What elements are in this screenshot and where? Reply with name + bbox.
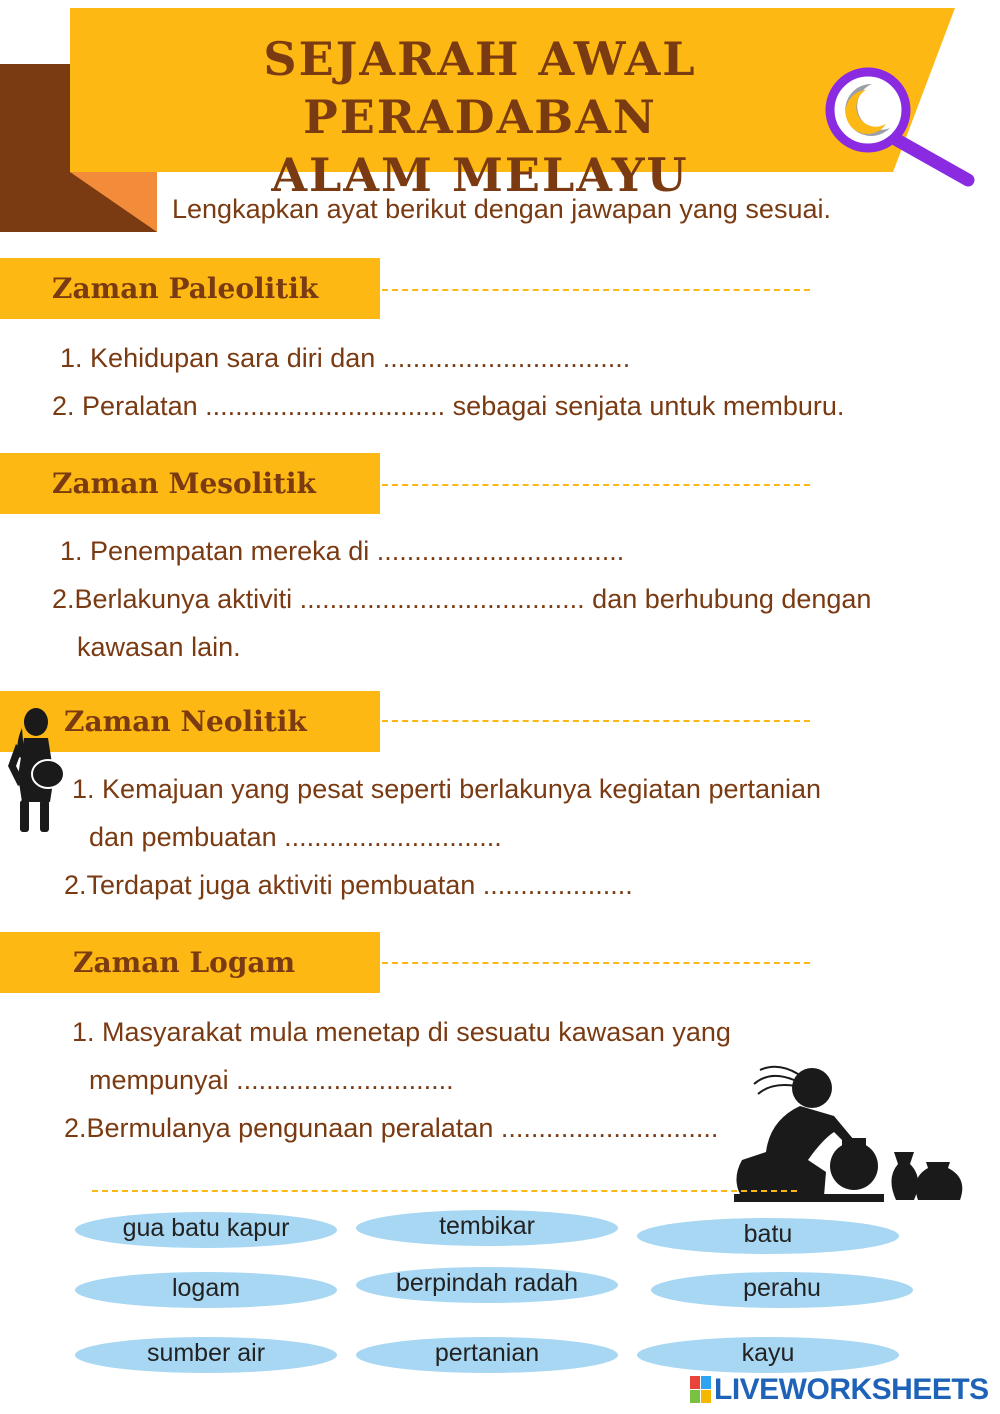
section-title-mesolitik: Zaman Mesolitik — [52, 467, 316, 500]
list-item — [60, 343, 630, 374]
potter-with-pots-icon — [730, 1060, 970, 1208]
section-divider — [382, 289, 810, 291]
answer-chip[interactable]: berpindah radah — [356, 1267, 618, 1303]
item-text: Masyarakat mula menetap di sesuatu kawasan yang — [102, 1017, 731, 1047]
item-number: 1. — [72, 774, 95, 804]
list-item — [60, 536, 624, 567]
instruction-text: Lengkapkan ayat berikut dengan jawapan yang sesuai. — [172, 194, 831, 224]
item-text-continued: dan pembuatan ............................. — [89, 822, 502, 852]
item-text: Kemajuan yang pesat seperti berlakunya kegiatan pertanian — [102, 774, 822, 804]
item-number: 2. — [64, 870, 87, 900]
item-text: Penempatan mereka di ................................. — [90, 536, 625, 566]
section-divider — [382, 484, 810, 486]
answer-chip[interactable]: pertanian — [356, 1337, 618, 1373]
answer-chip[interactable]: kayu — [637, 1337, 899, 1373]
liveworksheets-logo-text: LIVEWORKSHEETS — [714, 1373, 989, 1406]
answer-chip[interactable]: logam — [75, 1272, 337, 1308]
list-item — [64, 870, 633, 901]
woman-carrying-pot-icon — [4, 706, 68, 834]
item-number: 1. — [72, 1017, 95, 1047]
item-number: 2. — [64, 1113, 87, 1143]
page-title — [90, 30, 870, 204]
answer-chip[interactable]: perahu — [651, 1272, 913, 1308]
item-number: 1. — [60, 536, 83, 566]
liveworksheets-logo-icon — [690, 1376, 712, 1404]
section-title-paleolitik: Zaman Paleolitik — [52, 272, 319, 305]
item-text: Kehidupan sara diri dan ................................. — [90, 343, 631, 373]
section-title-logam: Zaman Logam — [73, 946, 296, 979]
answer-chip[interactable]: tembikar — [356, 1210, 618, 1246]
item-number: 2. — [52, 584, 75, 614]
page-title-line2: ALAM MELAYU — [271, 148, 689, 202]
list-item — [52, 584, 871, 615]
item-text-continued: mempunyai ............................. — [89, 1065, 454, 1095]
section-divider — [382, 720, 810, 722]
answer-chip[interactable]: gua batu kapur — [75, 1212, 337, 1248]
section-title-neolitik: Zaman Neolitik — [64, 705, 307, 738]
answer-divider — [92, 1190, 797, 1192]
list-item — [64, 1113, 718, 1144]
item-number: 2. — [52, 391, 75, 421]
item-text: Bermulanya pengunaan peralatan ............................. — [86, 1113, 719, 1143]
list-item — [72, 774, 821, 805]
answer-chip[interactable]: sumber air — [75, 1337, 337, 1373]
item-text: Terdapat juga aktiviti pembuatan .................... — [86, 870, 633, 900]
item-text: Berlakunya aktiviti ...................................... dan berhubung dengan — [74, 584, 872, 614]
magnifier-icon — [820, 62, 980, 192]
list-item — [52, 391, 844, 422]
liveworksheets-logo — [690, 1372, 989, 1408]
answer-chip[interactable]: batu — [637, 1218, 899, 1254]
page-title-line1: SEJARAH AWAL PERADABAN — [263, 32, 697, 144]
list-item — [72, 1017, 731, 1048]
section-divider — [382, 962, 810, 964]
item-text-continued: kawasan lain. — [77, 632, 241, 662]
item-number: 1. — [60, 343, 83, 373]
item-text: Peralatan ................................ sebagai senjata untuk memburu. — [82, 391, 845, 421]
